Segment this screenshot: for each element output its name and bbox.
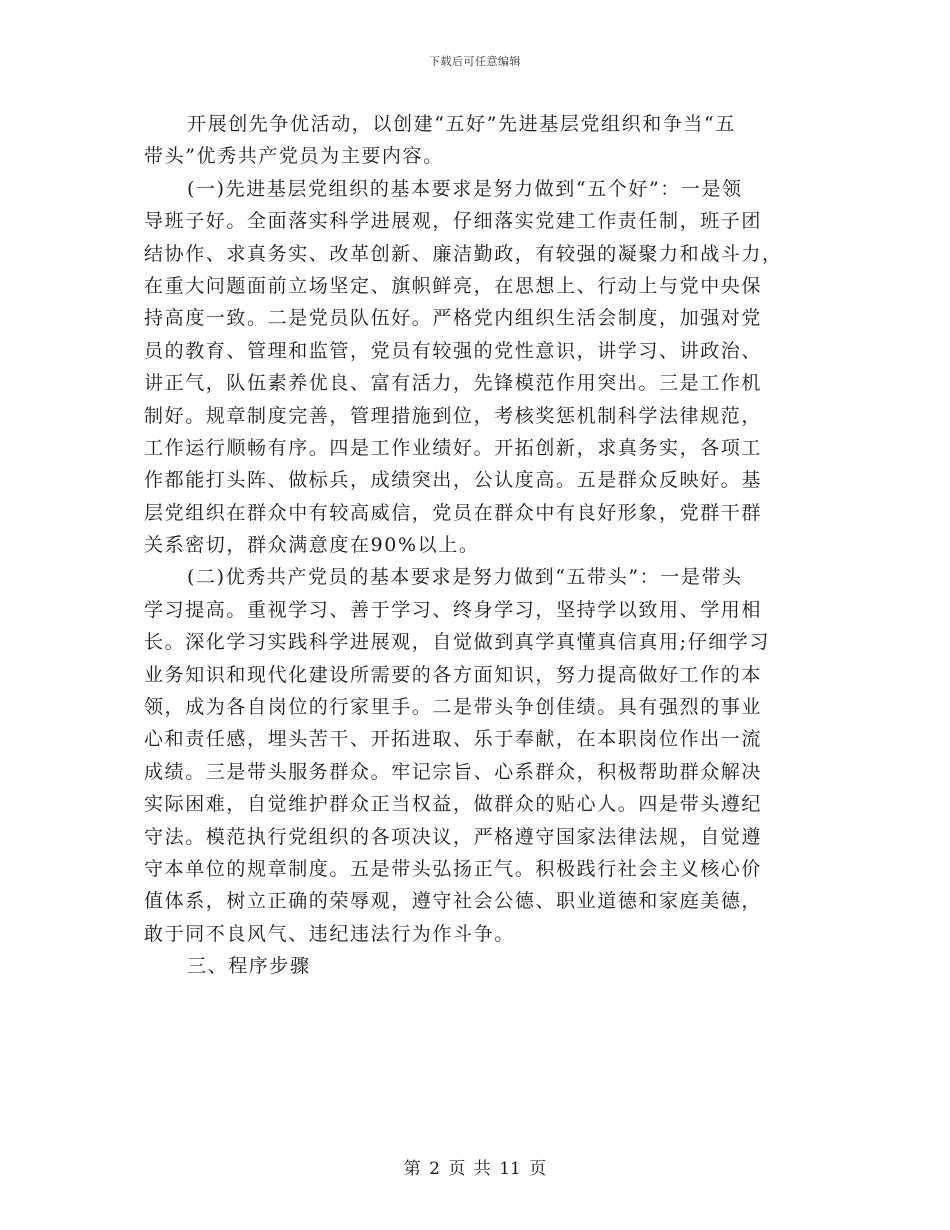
text-line: 守本单位的规章制度。五是带头弘扬正气。积极践行社会主义核心价 xyxy=(144,857,763,880)
text-line: 制好。规章制度完善，管理措施到位，考核奖惩机制科学法律规范， xyxy=(144,404,763,427)
text-line: 业务知识和现代化建设所需要的各方面知识，努力提高做好工作的本 xyxy=(144,663,763,686)
paragraph-start-line: (二)优秀共产党员的基本要求是努力做到“五带头”：一是带头 xyxy=(187,566,743,589)
document-body xyxy=(144,108,812,983)
text-line: 实际困难，自觉维护群众正当权益，做群众的贴心人。四是带头遵纪 xyxy=(144,793,763,816)
text-line: 讲正气，队伍素养优良、富有活力，先锋模范作用突出。三是工作机 xyxy=(144,372,763,395)
paragraph-start-line: (一)先进基层党组织的基本要求是努力做到“五个好”：一是领 xyxy=(187,177,743,200)
text-line: 长。深化学习实践科学进展观，自觉做到真学真懂真信真用;仔细学习 xyxy=(144,631,771,654)
text-line: 守法。模范执行党组织的各项决议，严格遵守国家法律法规，自觉遵 xyxy=(144,825,763,848)
text-line: 值体系，树立正确的荣辱观，遵守社会公德、职业道德和家庭美德， xyxy=(144,890,763,913)
text-line: 开展创先争优活动，以创建“五好”先进基层党组织和争当“五 xyxy=(187,113,736,135)
page-header: 下载后可任意编辑 xyxy=(429,55,521,68)
text-line: 结协作、求真务实、改革创新、廉洁勤政，有较强的凝聚力和战斗力， xyxy=(144,242,783,265)
text-line: 作都能打头阵、做标兵，成绩突出，公认度高。五是群众反映好。基 xyxy=(144,469,763,492)
text-line: 敢于同不良风气、违纪违法行为作斗争。 xyxy=(144,922,515,945)
text-line: 工作运行顺畅有序。四是工作业绩好。开拓创新，求真务实，各项工 xyxy=(144,436,763,459)
text-line: 成绩。三是带头服务群众。牢记宗旨、心系群众，积极帮助群众解决 xyxy=(144,760,763,783)
text-line: 学习提高。重视学习、善于学习、终身学习，坚持学以致用、学用相 xyxy=(144,598,763,621)
section-heading: 三、程序步骤 xyxy=(187,955,311,978)
text-line: 层党组织在群众中有较高威信，党员在群众中有良好形象，党群干群 xyxy=(144,501,763,524)
text-line: 带头”优秀共产党员为主要内容。 xyxy=(144,145,444,168)
text-line: 员的教育、管理和监管，党员有较强的党性意识，讲学习、讲政治、 xyxy=(144,339,763,362)
text-line: 导班子好。全面落实科学进展观，仔细落实党建工作责任制，班子团 xyxy=(144,210,763,233)
page-number-footer: 第 2 页 共 11 页 xyxy=(403,1159,547,1179)
text-line: 持高度一致。二是党员队伍好。严格党内组织生活会制度，加强对党 xyxy=(144,307,763,330)
text-line: 领，成为各自岗位的行家里手。二是带头争创佳绩。具有强烈的事业 xyxy=(144,696,763,719)
text-line: 关系密切，群众满意度在90%以上。 xyxy=(144,534,480,557)
text-line: 在重大问题面前立场坚定、旗帜鲜亮，在思想上、行动上与党中央保 xyxy=(144,274,763,297)
text-line: 心和责任感，埋头苦干、开拓进取、乐于奉献，在本职岗位作出一流 xyxy=(144,728,763,751)
